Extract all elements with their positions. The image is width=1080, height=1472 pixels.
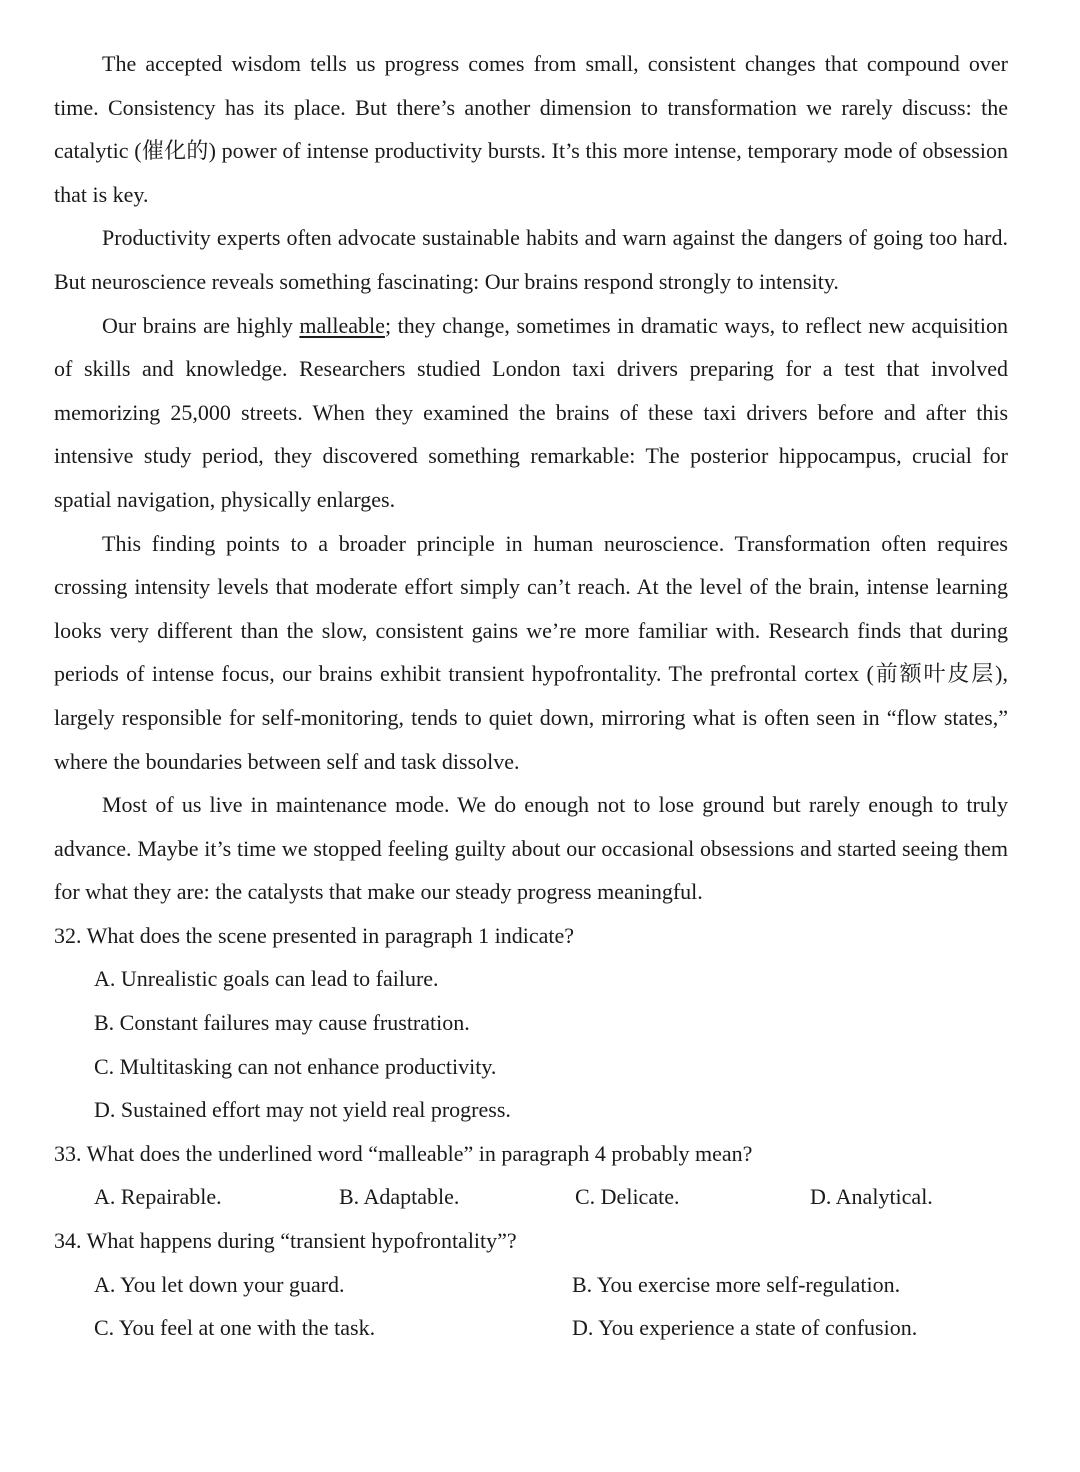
question-33-option-d: D. Analytical. — [810, 1184, 933, 1210]
question-34-option-d: D. You experience a state of confusion. — [572, 1315, 918, 1341]
question-33 — [54, 1132, 1008, 1219]
passage-paragraph-1: The accepted wisdom tells us progress comes from small, consistent changes that compound over time. Consistency has its place. But there’s another dimension to transformation we rarely discuss: the catalytic (催化的) power of intense productivity bursts. It’s this more intense, temporary mode of obsession that is key. — [54, 51, 1008, 207]
question-32-options — [54, 957, 1008, 1131]
question-34-option-c: C. You feel at one with the task. — [94, 1315, 376, 1341]
question-34-option-a: A. You let down your guard. — [94, 1271, 345, 1297]
passage-paragraph-4: This finding points to a broader principle in human neuroscience. Transformation often requires crossing intensity levels that moderate effort simply can’t reach. At the level of the brain, intense learning looks very different than the slow, consistent gains we’re more familiar with. Research finds that during periods of intense focus, our brains exhibit transient hypofrontality. The prefrontal cortex (前额叶皮层), largely responsible for self-monitoring, tends to quiet down, mirroring what is often seen in “flow states,” where the boundaries between self and task dissolve. — [54, 530, 1008, 774]
question-33-option-b: B. Adaptable. — [339, 1184, 460, 1210]
question-32-option-a: A. Unrealistic goals can lead to failure. — [94, 966, 439, 992]
passage-paragraph-2: Productivity experts often advocate sustainable habits and warn against the dangers of going too hard. But neuroscience reveals something fascinating: Our brains respond strongly to intensity. — [54, 225, 1008, 294]
question-34-options — [54, 1263, 1008, 1350]
question-32-option-d: D. Sustained effort may not yield real progress. — [94, 1097, 511, 1123]
passage-paragraph-3 — [54, 304, 1008, 522]
paragraph-3-lead: Our brains are highly — [102, 312, 300, 338]
question-33-option-a: A. Repairable. — [94, 1184, 222, 1210]
question-32 — [54, 914, 1008, 1132]
paragraph-3-rest: ; they change, sometimes in dramatic ways, to reflect new acquisition of skills and knowledge. Researchers studied London taxi drivers preparing for a test that involved memorizing 25,000 streets. When they examined the brains of these taxi drivers before and after this intensive study period, they discovered something remarkable: The posterior hippocampus, crucial for spatial navigation, physically enlarges. — [54, 312, 1008, 512]
question-33-stem: 33. What does the underlined word “malleable” in paragraph 4 probably mean? — [54, 1140, 753, 1166]
question-32-option-c: C. Multitasking can not enhance productivity. — [94, 1053, 497, 1079]
question-32-stem: 32. What does the scene presented in paragraph 1 indicate? — [54, 922, 575, 948]
passage-paragraph-5: Most of us live in maintenance mode. We do enough not to lose ground but rarely enough to truly advance. Maybe it’s time we stopped feeling guilty about our occasional obsessions and started seeing them for what they are: the catalysts that make our steady progress meaningful. — [54, 792, 1008, 905]
underlined-word-malleable: malleable — [299, 312, 385, 338]
question-34-stem: 34. What happens during “transient hypofrontality”? — [54, 1228, 517, 1254]
question-33-option-c: C. Delicate. — [575, 1184, 680, 1210]
question-34-option-b: B. You exercise more self-regulation. — [572, 1271, 901, 1297]
question-33-options — [54, 1175, 1008, 1219]
question-32-option-b: B. Constant failures may cause frustration. — [94, 1010, 470, 1036]
question-34 — [54, 1219, 1008, 1350]
